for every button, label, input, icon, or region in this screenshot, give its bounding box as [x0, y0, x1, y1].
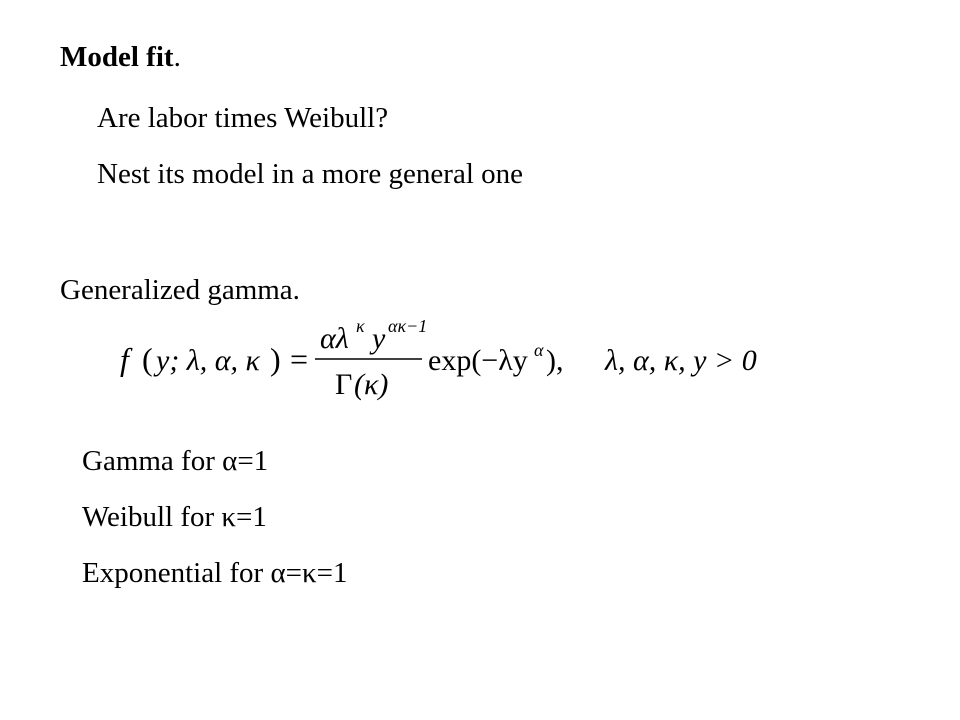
- formula-lhs-open: (: [142, 341, 153, 377]
- case-gamma-param: α: [222, 445, 238, 477]
- generalized-gamma-formula: [110, 318, 790, 408]
- formula-num-alpha-lambda: αλ: [320, 322, 349, 355]
- case-exponential-param2: κ: [302, 557, 317, 589]
- formula-lhs-args: y; λ, α, κ: [156, 344, 260, 377]
- formula-exp-sup: α: [534, 340, 544, 360]
- case-weibull-prefix: Weibull for: [82, 501, 222, 533]
- section-title-period: .: [173, 41, 181, 73]
- formula-exp-close: ),: [546, 344, 564, 377]
- bullet-are-labor-times-weibull: Are labor times Weibull?: [97, 102, 389, 134]
- formula-lhs-close: ): [270, 341, 281, 377]
- case-weibull-suffix: =1: [236, 501, 267, 533]
- bullet-nest-model: Nest its model in a more general one: [97, 158, 524, 190]
- case-exponential-prefix: Exponential for: [82, 557, 271, 589]
- section-title: [60, 40, 181, 74]
- case-weibull: [82, 500, 267, 534]
- formula-domain: λ, α, κ, y > 0: [605, 344, 757, 377]
- formula-den-gamma: Γ: [335, 368, 353, 401]
- case-gamma-prefix: Gamma for: [82, 445, 223, 477]
- formula-num-kappa: κ: [356, 316, 365, 336]
- case-exponential-suffix: =1: [316, 557, 348, 589]
- case-exponential-param: α: [270, 557, 286, 589]
- case-gamma-suffix: =1: [237, 445, 269, 477]
- formula-exp-text: exp(−λy: [428, 344, 528, 377]
- formula-lhs-fn: f: [120, 341, 129, 377]
- formula-equals: =: [290, 341, 309, 377]
- case-gamma: [82, 444, 268, 478]
- formula-num-y: y: [372, 322, 386, 355]
- formula-den-arg: (κ): [354, 368, 389, 401]
- subsection-title: Generalized gamma.: [60, 274, 300, 306]
- section-title-text: Model fit: [60, 41, 174, 73]
- formula-svg: [110, 318, 790, 408]
- case-exponential-mid: =: [285, 557, 303, 589]
- case-exponential: [82, 556, 348, 590]
- formula-num-exponent: ακ−1: [388, 316, 428, 336]
- case-weibull-param: κ: [221, 501, 237, 533]
